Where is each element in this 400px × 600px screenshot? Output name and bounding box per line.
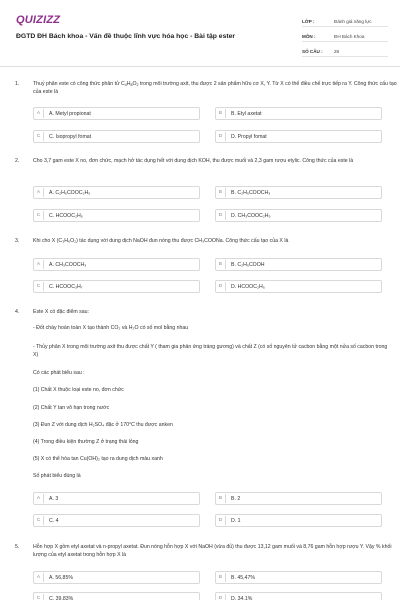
worksheet-meta bbox=[302, 16, 388, 61]
meta-value: 28 bbox=[334, 48, 340, 54]
meta-value: ĐH Bách Khoa bbox=[334, 33, 365, 39]
option-d[interactable]: D D. Propyl fomat bbox=[215, 130, 382, 143]
option-c[interactable]: C C. Isopropyl fomat bbox=[33, 130, 200, 143]
statement-line: (4) Trong điều kiện thường Z ở trạng thái lỏng bbox=[33, 439, 139, 445]
option-a[interactable]: A A. CH₃COOCH₃ bbox=[33, 258, 200, 271]
option-b[interactable]: B B. C₂H₅COOH bbox=[215, 258, 382, 271]
statement-line: (1) Chất X thuộc loại este no, đơn chức bbox=[33, 387, 124, 393]
meta-row-count bbox=[302, 46, 388, 57]
option-a[interactable]: A A. Metyl propionat bbox=[33, 107, 200, 120]
statement-line: Có các phát biểu sau : bbox=[33, 370, 85, 376]
question-text: Khi cho X (C₃H₆O₂) tác dụng với dung dịch NaOH đun nóng thu được CH₃COONa. Công thức cấu tạo của X là bbox=[33, 238, 289, 244]
question-text: Hỗn hợp X gồm etyl axetat và n-propyl axetat. Đun nóng hỗn hợp X với NaOH (vừa đủ) thu được 13,12 gam muối và 8,76 gam hỗn hợp rượu Y. Vậy % khối lượng của etyl axetat trong hỗn hợp X là bbox=[33, 544, 392, 558]
meta-label: LỚP : bbox=[302, 18, 315, 24]
option-a[interactable]: A A. C₂H₅COOC₂H₅ bbox=[33, 186, 200, 199]
option-b[interactable]: B B. 2 bbox=[215, 492, 382, 505]
question-text: Este X có đặc điểm sau: bbox=[33, 309, 89, 315]
question-number: 1. bbox=[15, 81, 20, 87]
meta-value: Đánh giá năng lực bbox=[334, 18, 372, 24]
statement-line: (2) Chất Y tan vô hạn trong nước bbox=[33, 405, 110, 411]
question-number: 5. bbox=[15, 544, 20, 550]
meta-row-class bbox=[302, 16, 388, 27]
option-c[interactable]: C C. HCOOC₃H₇ bbox=[33, 280, 200, 293]
option-c[interactable]: C C. HCOOC₂H₅ bbox=[33, 209, 200, 222]
option-c[interactable]: C C. 39,83% bbox=[33, 592, 200, 600]
statement-line: - Đốt cháy hoàn toàn X tạo thành CO₂ và H₂O có số mol bằng nhau bbox=[33, 325, 189, 331]
option-b[interactable]: B B. 45,47% bbox=[215, 571, 382, 584]
option-a[interactable]: A A. 56,85% bbox=[33, 571, 200, 584]
statement-line: (5) X có thể hòa tan Cu(OH)₂ tạo ra dung dịch màu xanh bbox=[33, 456, 163, 462]
statement-line: Số phát biểu đúng là bbox=[33, 473, 81, 479]
option-c[interactable]: C C. 4 bbox=[33, 514, 200, 527]
worksheet-title: ĐGTD ĐH Bách khoa - Vấn đề thuộc lĩnh vực hóa học - Bài tập ester bbox=[16, 33, 236, 40]
header-divider bbox=[0, 66, 400, 67]
statement-line: (3) Đun Z với dung dịch H₂SO₄ đặc ở 170°C thu được anken bbox=[33, 422, 173, 428]
option-d[interactable]: D D. HCOOC₂H₅ bbox=[215, 280, 382, 293]
question-text: Thuỷ phân este có công thức phân tử $C_4H_8O_2$ trong môi trường axit, thu được 2 sản phẩm hữu cơ X, Y. Từ X có thể điều chế trực tiếp ra Y. Công thức cấu tạo của este là bbox=[33, 81, 397, 95]
option-b[interactable]: B B. C₂H₅COOCH₃ bbox=[215, 186, 382, 199]
question-number: 3. bbox=[15, 238, 20, 244]
option-b[interactable]: B B. Etyl axetat bbox=[215, 107, 382, 120]
option-d[interactable]: D D. CH₃COOC₂H₅ bbox=[215, 209, 382, 222]
meta-label: SỐ CÂU : bbox=[302, 48, 323, 54]
option-a[interactable]: A A. 3 bbox=[33, 492, 200, 505]
quizizz-logo: QUIZIZZ bbox=[16, 14, 61, 26]
meta-label: MÔN : bbox=[302, 33, 316, 39]
meta-row-subject bbox=[302, 31, 388, 42]
option-d[interactable]: D D. 1 bbox=[215, 514, 382, 527]
question-number: 4. bbox=[15, 309, 20, 315]
question-text: Cho 3,7 gam este X no, đơn chức, mạch hở tác dụng hết với dung dịch KOH, thu được muối và 2,3 gam rượu etylic. Công thức của este là bbox=[33, 158, 354, 164]
statement-line: - Thủy phân X trong môi trường axit thu được chất Y ( tham gia phản ứng tráng gương) và chất Z (có số nguyên tử cacbon bằng một nửa số cacbon trong X) bbox=[33, 344, 388, 358]
question-number: 2. bbox=[15, 158, 20, 164]
option-d[interactable]: D D. 34,1% bbox=[215, 592, 382, 600]
